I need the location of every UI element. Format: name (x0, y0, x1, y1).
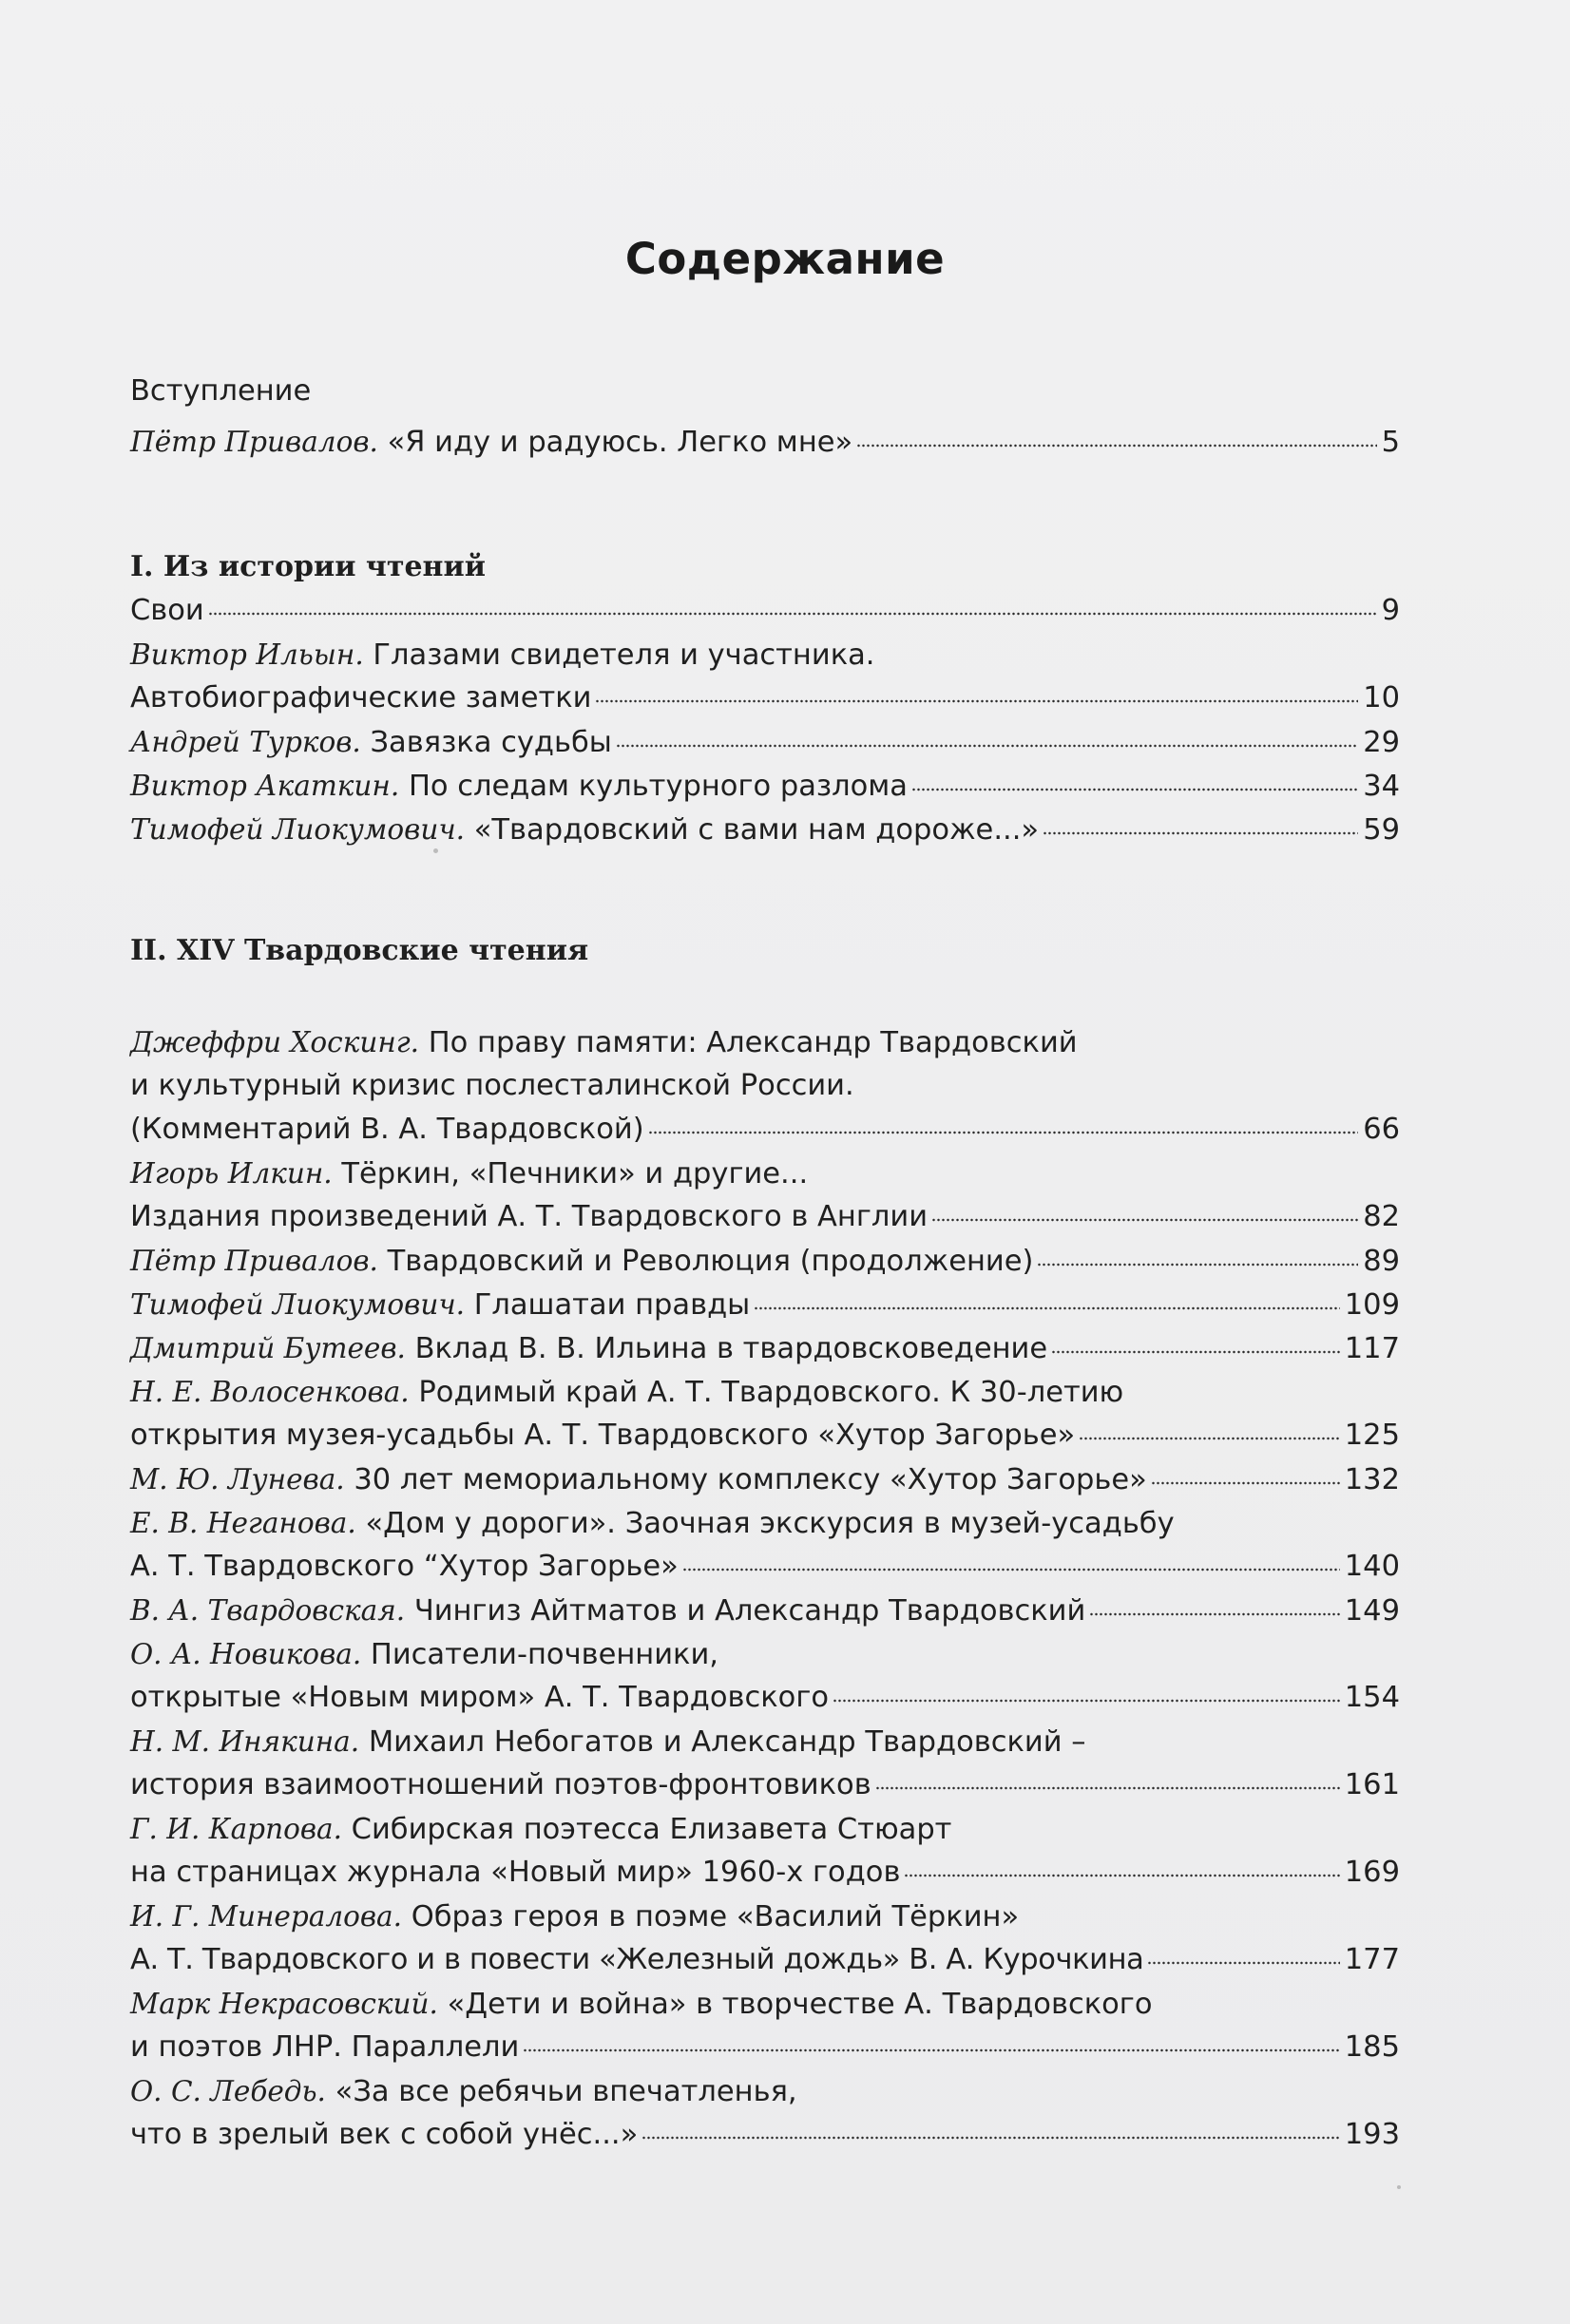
toc-entry[interactable] (130, 1020, 1400, 1064)
entry-page: 193 (1344, 2118, 1400, 2151)
entry-page: 125 (1344, 1419, 1400, 1452)
leader-dots (641, 2134, 1340, 2142)
entry-author: Е. В. Неганова. (130, 1507, 356, 1539)
toc-entry[interactable] (130, 808, 1400, 851)
leader-dots (1037, 1261, 1358, 1268)
entry-author: Тимофей Лиокумович. (130, 1288, 466, 1321)
entry-page: 59 (1363, 813, 1400, 847)
leader-dots (595, 697, 1358, 705)
entry-title: Автобиографические заметки (130, 681, 592, 714)
toc-entry[interactable]: Марк Некрасовский. «Дети и война» в творчестве А. Твардовского (130, 1988, 1153, 2021)
entry-page: 154 (1344, 1681, 1400, 1714)
toc-entry-cont[interactable]: открытия музея-усадьбы А. Т. Твардовского «Хутор Загорье» 125 (130, 1414, 1400, 1457)
toc-entry[interactable] (130, 633, 1400, 676)
leader-dots (208, 610, 1377, 618)
entry-page: 185 (1344, 2030, 1400, 2064)
toc-entry-cont[interactable]: история взаимоотношений поэтов-фронтовиков 161 (130, 1763, 1400, 1807)
toc-entry-cont[interactable]: и поэтов ЛНР. Параллели 185 (130, 2026, 1400, 2069)
entry-title: «Я иду и радуюсь. Легко мне» (387, 426, 853, 459)
leader-dots (911, 786, 1358, 793)
toc-entry[interactable] (130, 720, 1400, 764)
toc-entry[interactable] (130, 764, 1400, 808)
leader-dots (682, 1566, 1340, 1573)
toc-entry[interactable]: И. Г. Минералова. Образ героя в поэме «Василий Тёркин» (130, 1900, 1020, 1933)
entry-page: 34 (1363, 770, 1400, 803)
leader-dots (1043, 829, 1358, 837)
entry-author: Пётр Привалов. (130, 1245, 378, 1277)
toc-entry[interactable]: Пётр Привалов. Твардовский и Революция (продолжение) 89 (130, 1239, 1400, 1283)
entry-author: Андрей Турков. (130, 726, 361, 758)
toc-entry[interactable]: М. Ю. Лунева. 30 лет мемориальному комплексу «Хутор Загорье» 132 (130, 1457, 1400, 1501)
entry-author: Игорь Илкин. (130, 1157, 333, 1190)
entry-author: В. А. Твардовская. (130, 1594, 406, 1627)
entry-page: 169 (1344, 1856, 1400, 1889)
toc-entry[interactable]: Н. М. Инякина. Михаил Небогатов и Александр Твардовский – (130, 1725, 1086, 1759)
entry-author: Н. М. Инякина. (130, 1725, 360, 1758)
entry-author: Г. И. Карпова. (130, 1813, 342, 1845)
leader-dots (856, 442, 1376, 449)
toc-entry-cont[interactable]: на страницах журнала «Новый мир» 1960-х годов 169 (130, 1851, 1400, 1895)
entry-author: Виктор Ильын. (130, 638, 364, 671)
entry-author: Марк Некрасовский. (130, 1988, 438, 2020)
entry-page: 5 (1381, 426, 1400, 459)
leader-dots (1079, 1435, 1340, 1442)
entry-page: 9 (1381, 594, 1400, 627)
toc-entry-cont[interactable]: А. Т. Твардовского “Хутор Загорье» 140 (130, 1545, 1400, 1589)
entry-page: 10 (1363, 681, 1400, 714)
entry-author: Тимофей Лиокумович. (130, 813, 466, 846)
section-heading: II. XIV Твардовские чтения (130, 934, 589, 967)
toc-intro-label: Вступление (130, 374, 312, 408)
entry-page: 29 (1363, 726, 1400, 759)
toc-entry[interactable]: Г. И. Карпова. Сибирская поэтесса Елизавета Стюарт (130, 1813, 952, 1846)
toc-entry[interactable]: О. С. Лебедь. «За все ребячьи впечатленья, (130, 2075, 797, 2108)
leader-dots (616, 742, 1358, 750)
entry-author: М. Ю. Лунева. (130, 1463, 345, 1495)
entry-author: Пётр Привалов. (130, 426, 378, 458)
toc-entry-intro[interactable] (130, 420, 1400, 464)
entry-page: 82 (1363, 1200, 1400, 1233)
page-title: Содержание (624, 234, 946, 284)
section-heading: I. Из истории чтений (130, 550, 486, 583)
toc-entry-cont[interactable]: Издания произведений А. Т. Твардовского в Англии 82 (130, 1195, 1400, 1239)
toc-entry-cont[interactable]: А. Т. Твардовского и в повести «Железный дождь» В. А. Курочкина 177 (130, 1938, 1400, 1982)
leader-dots (904, 1872, 1339, 1879)
toc-entry[interactable]: Тимофей Лиокумович. Глашатаи правды 109 (130, 1283, 1400, 1326)
entry-page: 66 (1363, 1113, 1400, 1146)
entry-title: Глазами свидетеля и участника. (373, 638, 875, 672)
scan-speck (433, 848, 438, 853)
leader-dots (931, 1216, 1358, 1224)
entry-page: 140 (1344, 1550, 1400, 1583)
leader-dots (754, 1305, 1340, 1312)
entry-page: 117 (1344, 1332, 1400, 1365)
toc-entry[interactable] (130, 589, 1400, 633)
scan-speck (1397, 2185, 1401, 2189)
toc-entry[interactable]: Игорь Илкин. Тёркин, «Печники» и другие... (130, 1157, 809, 1191)
leader-dots (648, 1129, 1359, 1136)
toc-entry-cont[interactable]: открытые «Новым миром» А. Т. Твардовского 154 (130, 1676, 1400, 1720)
entry-author: И. Г. Минералова. (130, 1900, 403, 1933)
entry-page: 89 (1363, 1245, 1400, 1278)
entry-author: О. С. Лебедь. (130, 2075, 326, 2107)
entry-author: Джеффри Хоскинг. (130, 1026, 420, 1058)
entry-title: По следам культурного разлома (408, 770, 908, 803)
entry-author: Дмитрий Бутеев. (130, 1332, 406, 1364)
leader-dots (1147, 1959, 1339, 1967)
leader-dots (833, 1697, 1340, 1705)
entry-page: 161 (1344, 1768, 1400, 1801)
entry-page: 177 (1344, 1943, 1400, 1976)
entry-title: «Твардовский с вами нам дороже...» (473, 813, 1040, 847)
leader-dots (875, 1784, 1340, 1792)
entry-page: 149 (1344, 1594, 1400, 1628)
entry-page: 109 (1344, 1288, 1400, 1322)
leader-dots (1051, 1348, 1340, 1356)
leader-dots (1089, 1610, 1339, 1618)
entry-title: По праву памяти: Александр Твардовский (428, 1026, 1078, 1059)
entry-title: Свои (130, 594, 204, 627)
leader-dots (523, 2047, 1339, 2054)
toc-entry-cont[interactable] (130, 676, 1400, 720)
toc-entry[interactable]: В. А. Твардовская. Чингиз Айтматов и Александр Твардовский 149 (130, 1589, 1400, 1632)
toc-entry[interactable]: Н. Е. Волосенкова. Родимый край А. Т. Твардовского. К 30-летию (130, 1376, 1124, 1409)
leader-dots (1151, 1479, 1340, 1487)
toc-entry[interactable]: Е. В. Неганова. «Дом у дороги». Заочная экскурсия в музей-усадьбу (130, 1507, 1175, 1540)
entry-title: Завязка судьбы (370, 726, 612, 759)
toc-entry-cont[interactable]: (Комментарий В. А. Твардовской) 66 (130, 1108, 1400, 1152)
toc-entry-cont[interactable]: что в зрелый век с собой унёс...» 193 (130, 2113, 1400, 2157)
entry-author: Виктор Акаткин. (130, 770, 400, 802)
entry-author: О. А. Новикова. (130, 1638, 362, 1670)
entry-page: 132 (1344, 1463, 1400, 1496)
entry-author: Н. Е. Волосенкова. (130, 1376, 410, 1408)
toc-entry-cont[interactable]: и культурный кризис послесталинской России. (130, 1069, 854, 1102)
toc-entry[interactable]: Дмитрий Бутеев. Вклад В. В. Ильина в твардовсковедение 117 (130, 1326, 1400, 1370)
toc-entry[interactable]: О. А. Новикова. Писатели-почвенники, (130, 1638, 718, 1671)
